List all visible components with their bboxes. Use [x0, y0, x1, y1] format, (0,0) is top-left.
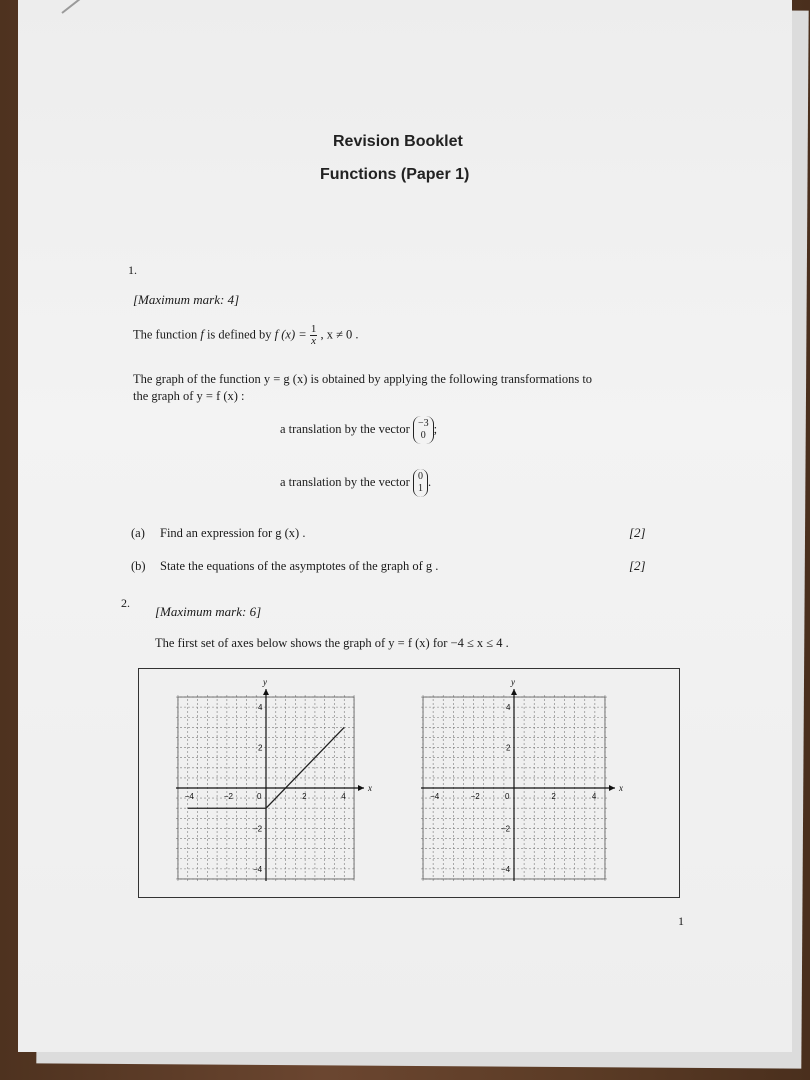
- function-name: f: [200, 327, 204, 342]
- graph-2-y-tick-label: 4: [506, 703, 511, 713]
- graph-1-y-tick-label: −2: [253, 824, 263, 834]
- question-1-function-definition: [133, 324, 359, 347]
- part-a-text: Find an expression for g (x) .: [160, 526, 306, 540]
- graph-1-x-tick-label: 2: [302, 792, 307, 801]
- transformation-1-text: a translation by the vector: [280, 421, 410, 436]
- part-b-text: State the equations of the asymptotes of the graph of g .: [160, 559, 439, 573]
- part-a-label: (a): [131, 526, 145, 540]
- graph-description-line-2: the graph of y = f (x) :: [133, 389, 245, 403]
- graph-1-x-tick-label: 0: [257, 792, 262, 801]
- graph-2-x-tick-label: 2: [551, 792, 556, 801]
- reciprocal-fraction: [310, 324, 318, 347]
- graphs-svg: [139, 669, 679, 897]
- graph-1-x-tick-label: 4: [341, 792, 346, 801]
- fraction-denominator: x: [311, 335, 316, 347]
- pen-stroke-mark: [61, 0, 87, 14]
- graph-2-y-arrow-icon: [511, 689, 517, 695]
- question-2-number: 2.: [121, 596, 130, 610]
- vector-2-top: 0: [417, 471, 423, 482]
- question-1-number: 1.: [128, 263, 137, 277]
- part-b-marks: [2]: [629, 558, 646, 573]
- domain-condition: , x ≠ 0 .: [320, 327, 359, 342]
- graph-1-y-axis-label: y: [263, 677, 267, 687]
- graph-2-x-tick-label: −2: [470, 792, 480, 801]
- function-lhs: f (x) =: [274, 327, 307, 342]
- graph-2-y-axis-label: y: [511, 677, 515, 687]
- graph-2-x-tick-label: −4: [430, 792, 440, 801]
- graph-1-y-tick-label: 4: [258, 703, 263, 713]
- graph-2-y-tick-label: −2: [501, 824, 511, 834]
- vector-1-top: −3: [417, 418, 429, 429]
- graph-description-line-1: The graph of the function y = g (x) is obtained by applying the following transformations to: [133, 372, 593, 386]
- question-2-intro: The first set of axes below shows the graph of y = f (x) for −4 ≤ x ≤ 4 .: [155, 636, 509, 650]
- vector-1: [413, 416, 434, 444]
- graph-2-x-tick-label: 4: [591, 792, 597, 801]
- intro-text: The function: [133, 327, 198, 342]
- graph-2-y-tick-label: 2: [506, 743, 511, 753]
- part-b-label: (b): [131, 559, 146, 573]
- transformation-2-end: .: [427, 474, 432, 489]
- graph-1-x-tick-label: −4: [184, 792, 194, 801]
- page-number: 1: [678, 914, 684, 928]
- graph-1-x-arrow-icon: [358, 785, 364, 791]
- graph-2-x-axis-label: x: [619, 783, 623, 793]
- graphs-frame: [138, 668, 680, 898]
- graph-2-x-tick-label: 0: [505, 792, 510, 801]
- question-1-max-mark: [Maximum mark: 4]: [133, 292, 240, 307]
- graph-1-x-axis-label: x: [368, 783, 372, 793]
- fraction-numerator: 1: [310, 323, 317, 335]
- vector-2: [413, 469, 428, 497]
- transformation-1: [280, 416, 437, 444]
- graph-1-y-arrow-icon: [263, 689, 269, 695]
- defined-by-text: is defined by: [206, 327, 272, 342]
- graph-1-x-tick-label: −2: [223, 792, 233, 801]
- transformation-2-text: a translation by the vector: [280, 474, 410, 489]
- graph-2-y-tick-label: −4: [501, 864, 511, 874]
- transformation-2: [280, 469, 431, 497]
- booklet-title: Revision Booklet: [333, 133, 463, 150]
- vector-1-bottom: 0: [420, 430, 426, 441]
- graph-2-x-arrow-icon: [609, 785, 615, 791]
- transformation-1-end: ;: [433, 421, 438, 436]
- booklet-subtitle: Functions (Paper 1): [320, 166, 470, 183]
- graph-1-y-tick-label: −4: [253, 864, 263, 874]
- graph-1-y-tick-label: 2: [258, 743, 263, 753]
- question-2-max-mark: [Maximum mark: 6]: [155, 604, 262, 619]
- document-page: [18, 0, 792, 1052]
- part-a-marks: [2]: [629, 525, 646, 540]
- vector-2-bottom: 1: [417, 483, 423, 494]
